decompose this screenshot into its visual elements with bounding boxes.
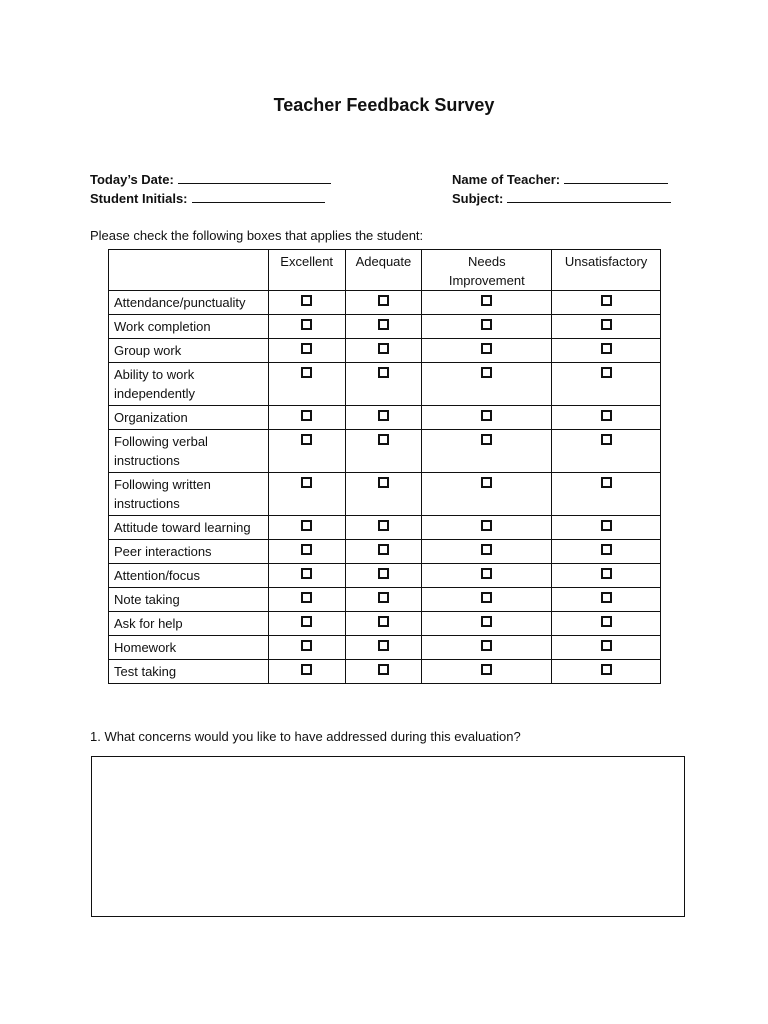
corner-cell <box>109 250 269 291</box>
checkbox-excellent[interactable] <box>301 616 312 627</box>
table-row <box>109 406 661 430</box>
checkbox-excellent[interactable] <box>301 640 312 651</box>
checkbox-needs-improvement[interactable] <box>481 319 492 330</box>
checkbox-excellent[interactable] <box>301 520 312 531</box>
row-label: Attention/focus <box>109 564 269 588</box>
checkbox-needs-improvement[interactable] <box>481 640 492 651</box>
checkbox-adequate[interactable] <box>378 410 389 421</box>
checkbox-adequate[interactable] <box>378 568 389 579</box>
checkbox-unsatisfactory[interactable] <box>601 568 612 579</box>
table-row <box>109 660 661 684</box>
row-label: Ask for help <box>109 612 269 636</box>
checkbox-excellent[interactable] <box>301 367 312 378</box>
checkbox-adequate[interactable] <box>378 295 389 306</box>
checkbox-adequate[interactable] <box>378 319 389 330</box>
rating-cell <box>422 612 552 636</box>
rating-cell <box>422 363 552 406</box>
question-1: 1. What concerns would you like to have addressed during this evaluation? <box>90 729 521 744</box>
rating-cell <box>422 540 552 564</box>
todays-date-field <box>90 171 331 187</box>
rating-cell <box>268 339 345 363</box>
checkbox-unsatisfactory[interactable] <box>601 477 612 488</box>
rating-cell <box>552 516 661 540</box>
checkbox-excellent[interactable] <box>301 295 312 306</box>
column-header-unsatisfactory: Unsatisfactory <box>552 250 661 291</box>
table-row <box>109 564 661 588</box>
table-row <box>109 612 661 636</box>
page-title: Teacher Feedback Survey <box>273 95 495 115</box>
concerns-answer-box[interactable] <box>91 756 685 917</box>
rating-cell <box>552 339 661 363</box>
table-row <box>109 516 661 540</box>
table-row <box>109 363 661 406</box>
rating-cell <box>345 660 422 684</box>
rating-cell <box>422 660 552 684</box>
row-label: Following written instructions <box>109 473 269 516</box>
rating-cell <box>552 315 661 339</box>
checkbox-unsatisfactory[interactable] <box>601 616 612 627</box>
rating-cell <box>268 473 345 516</box>
teacher-name-label: Name of Teacher: <box>452 172 561 187</box>
checkbox-adequate[interactable] <box>378 664 389 675</box>
rating-table <box>108 249 661 684</box>
rating-cell <box>552 363 661 406</box>
checkbox-excellent[interactable] <box>301 544 312 555</box>
checkbox-adequate[interactable] <box>378 367 389 378</box>
student-initials-input[interactable] <box>192 190 325 203</box>
rating-cell <box>422 588 552 612</box>
rating-cell <box>552 540 661 564</box>
checkbox-adequate[interactable] <box>378 434 389 445</box>
rating-cell <box>552 612 661 636</box>
rating-cell <box>422 315 552 339</box>
checkbox-needs-improvement[interactable] <box>481 434 492 445</box>
rating-cell <box>345 339 422 363</box>
rating-cell <box>552 588 661 612</box>
rating-cell <box>345 612 422 636</box>
checkbox-adequate[interactable] <box>378 592 389 603</box>
table-row <box>109 636 661 660</box>
checkbox-unsatisfactory[interactable] <box>601 592 612 603</box>
table-row <box>109 430 661 473</box>
table-row <box>109 315 661 339</box>
student-initials-field <box>90 190 325 206</box>
table-row <box>109 540 661 564</box>
checkbox-needs-improvement[interactable] <box>481 664 492 675</box>
checkbox-excellent[interactable] <box>301 434 312 445</box>
rating-cell <box>422 516 552 540</box>
rating-cell <box>422 636 552 660</box>
todays-date-label: Today’s Date: <box>90 172 174 187</box>
rating-cell <box>268 430 345 473</box>
checkbox-unsatisfactory[interactable] <box>601 434 612 445</box>
rating-cell <box>268 612 345 636</box>
rating-cell <box>345 588 422 612</box>
checkbox-adequate[interactable] <box>378 343 389 354</box>
checkbox-excellent[interactable] <box>301 664 312 675</box>
row-label: Homework <box>109 636 269 660</box>
checkbox-excellent[interactable] <box>301 592 312 603</box>
rating-cell <box>345 516 422 540</box>
checkbox-needs-improvement[interactable] <box>481 410 492 421</box>
checkbox-needs-improvement[interactable] <box>481 343 492 354</box>
checkbox-excellent[interactable] <box>301 477 312 488</box>
checkbox-unsatisfactory[interactable] <box>601 319 612 330</box>
rating-cell <box>552 564 661 588</box>
checkbox-adequate[interactable] <box>378 520 389 531</box>
row-label: Attitude toward learning <box>109 516 269 540</box>
table-row <box>109 339 661 363</box>
row-label: Attendance/punctuality <box>109 291 269 315</box>
rating-cell <box>268 363 345 406</box>
rating-cell <box>268 516 345 540</box>
rating-cell <box>268 315 345 339</box>
row-label: Ability to work independently <box>109 363 269 406</box>
subject-field <box>452 190 671 206</box>
rating-cell <box>552 473 661 516</box>
checkbox-needs-improvement[interactable] <box>481 592 492 603</box>
rating-cell <box>552 636 661 660</box>
rating-cell <box>552 291 661 315</box>
instructions-text: Please check the following boxes that applies the student: <box>90 228 424 243</box>
rating-cell <box>345 636 422 660</box>
checkbox-needs-improvement[interactable] <box>481 616 492 627</box>
checkbox-needs-improvement[interactable] <box>481 520 492 531</box>
checkbox-excellent[interactable] <box>301 410 312 421</box>
rating-cell <box>345 564 422 588</box>
checkbox-excellent[interactable] <box>301 568 312 579</box>
teacher-name-input[interactable] <box>564 171 668 184</box>
checkbox-adequate[interactable] <box>378 544 389 555</box>
checkbox-needs-improvement[interactable] <box>481 477 492 488</box>
rating-cell <box>422 339 552 363</box>
rating-cell <box>268 564 345 588</box>
checkbox-unsatisfactory[interactable] <box>601 520 612 531</box>
checkbox-needs-improvement[interactable] <box>481 367 492 378</box>
rating-cell <box>552 430 661 473</box>
row-label: Note taking <box>109 588 269 612</box>
rating-cell <box>268 291 345 315</box>
checkbox-excellent[interactable] <box>301 319 312 330</box>
row-label: Following verbal instructions <box>109 430 269 473</box>
row-label: Group work <box>109 339 269 363</box>
row-label: Organization <box>109 406 269 430</box>
rating-cell <box>345 540 422 564</box>
checkbox-excellent[interactable] <box>301 343 312 354</box>
checkbox-adequate[interactable] <box>378 616 389 627</box>
rating-cell <box>268 636 345 660</box>
checkbox-unsatisfactory[interactable] <box>601 640 612 651</box>
checkbox-needs-improvement[interactable] <box>481 295 492 306</box>
todays-date-input[interactable] <box>178 171 331 184</box>
row-label: Test taking <box>109 660 269 684</box>
table-row <box>109 473 661 516</box>
student-initials-label: Student Initials: <box>90 191 188 206</box>
rating-cell <box>552 406 661 430</box>
rating-cell <box>552 660 661 684</box>
rating-cell <box>345 315 422 339</box>
checkbox-unsatisfactory[interactable] <box>601 410 612 421</box>
column-header-needs-improvement: Needs Improvement <box>422 250 552 291</box>
rating-cell <box>345 406 422 430</box>
rating-cell <box>345 291 422 315</box>
rating-cell <box>345 430 422 473</box>
rating-cell <box>345 473 422 516</box>
table-header-row <box>109 250 661 291</box>
checkbox-unsatisfactory[interactable] <box>601 544 612 555</box>
checkbox-unsatisfactory[interactable] <box>601 367 612 378</box>
column-header-excellent: Excellent <box>268 250 345 291</box>
checkbox-unsatisfactory[interactable] <box>601 343 612 354</box>
checkbox-adequate[interactable] <box>378 477 389 488</box>
rating-cell <box>422 406 552 430</box>
rating-cell <box>422 473 552 516</box>
checkbox-adequate[interactable] <box>378 640 389 651</box>
row-label: Work completion <box>109 315 269 339</box>
rating-cell <box>268 540 345 564</box>
table-row <box>109 588 661 612</box>
checkbox-unsatisfactory[interactable] <box>601 664 612 675</box>
checkbox-unsatisfactory[interactable] <box>601 295 612 306</box>
checkbox-needs-improvement[interactable] <box>481 568 492 579</box>
rating-cell <box>422 430 552 473</box>
row-label: Peer interactions <box>109 540 269 564</box>
checkbox-needs-improvement[interactable] <box>481 544 492 555</box>
rating-cell <box>268 588 345 612</box>
subject-label: Subject: <box>452 191 504 206</box>
column-header-adequate: Adequate <box>345 250 422 291</box>
rating-cell <box>422 564 552 588</box>
teacher-name-field <box>452 171 668 187</box>
rating-cell <box>268 660 345 684</box>
rating-cell <box>422 291 552 315</box>
subject-input[interactable] <box>507 190 671 203</box>
rating-cell <box>345 363 422 406</box>
rating-cell <box>268 406 345 430</box>
table-row <box>109 291 661 315</box>
